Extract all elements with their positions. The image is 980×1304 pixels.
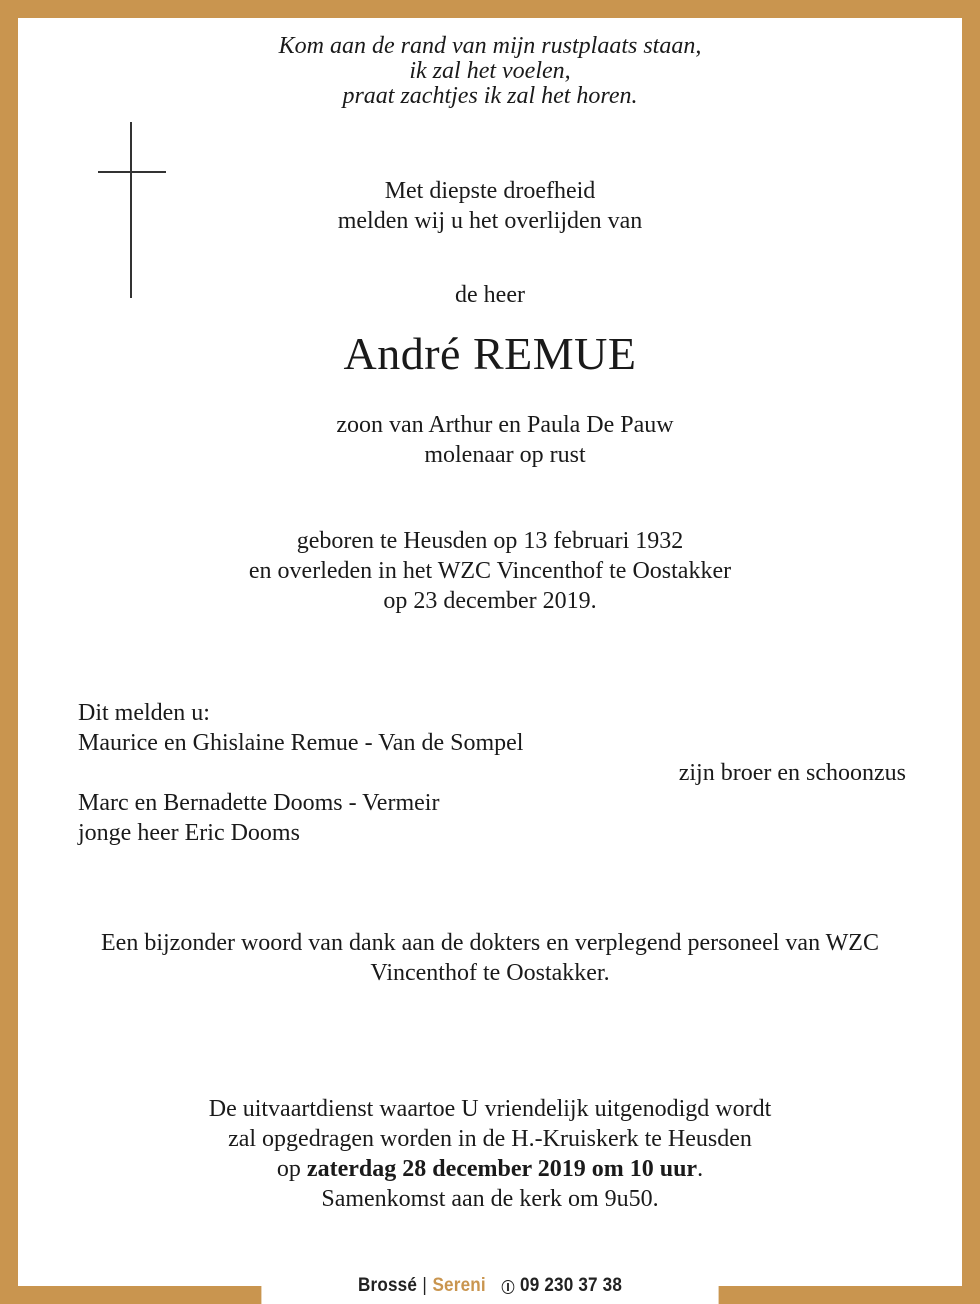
birth-death-info <box>18 526 962 616</box>
family-entry: Marc en Bernadette Dooms - Vermeir <box>78 790 440 816</box>
poem <box>18 34 962 109</box>
birth-line: geboren te Heusden op 13 februari 1932 <box>296 528 684 554</box>
parents-line: zoon van Arthur en Paula De Pauw <box>336 412 674 438</box>
service-date: zaterdag 28 december 2019 om 10 uur <box>306 1156 698 1182</box>
brand-separator: | <box>422 1275 428 1296</box>
family-relation: zijn broer en schoonzus <box>678 760 906 786</box>
death-place-line: en overleden in het WZC Vincenthof te Oostakker <box>248 558 732 584</box>
thanks-line: Vincenthof te Oostakker. <box>370 960 610 986</box>
service-date-prefix: op <box>276 1156 307 1182</box>
announcement-line: Met diepste droefheid <box>384 178 596 204</box>
service-date-line <box>18 1154 962 1184</box>
service-line: zal opgedragen worden in de H.-Kruiskerk te Heusden <box>228 1126 752 1152</box>
poem-line: ik zal het voelen, <box>409 58 571 84</box>
thanks-line: Een bijzonder woord van dank aan de dokters en verplegend personeel van WZC <box>101 930 879 956</box>
family-entry: Maurice en Ghislaine Remue - Van de Sompel <box>78 730 524 756</box>
info-icon <box>502 1280 515 1294</box>
parents-info <box>18 410 962 470</box>
brand-brosse: Brossé <box>357 1275 418 1296</box>
honorific-text: de heer <box>455 282 525 308</box>
poem-line: Kom aan de rand van mijn rustplaats staan, <box>278 33 702 59</box>
family-list <box>78 698 906 848</box>
announcement <box>18 176 962 236</box>
footer-brand <box>261 1268 718 1304</box>
thanks-note <box>18 928 962 988</box>
service-line: De uitvaartdienst waartoe U vriendelijk uitgenodigd wordt <box>208 1096 772 1122</box>
family-intro: Dit melden u: <box>78 700 210 726</box>
cross-icon-bar <box>98 171 166 173</box>
funeral-service <box>18 1094 962 1214</box>
announcement-line: melden wij u het overlijden van <box>337 208 643 234</box>
family-entry: jonge heer Eric Dooms <box>78 820 300 846</box>
deceased-name <box>18 324 962 384</box>
gathering-line: Samenkomst aan de kerk om 9u50. <box>321 1186 659 1212</box>
service-date-suffix: . <box>697 1156 704 1182</box>
poem-line: praat zachtjes ik zal het horen. <box>342 83 638 109</box>
occupation-line: molenaar op rust <box>424 442 586 468</box>
brand-sereni: Sereni <box>432 1275 486 1296</box>
honorific <box>18 280 962 310</box>
death-date-line: op 23 december 2019. <box>383 588 597 614</box>
deceased-name-text: André REMUE <box>343 328 637 379</box>
phone-number: 09 230 37 38 <box>520 1275 623 1296</box>
